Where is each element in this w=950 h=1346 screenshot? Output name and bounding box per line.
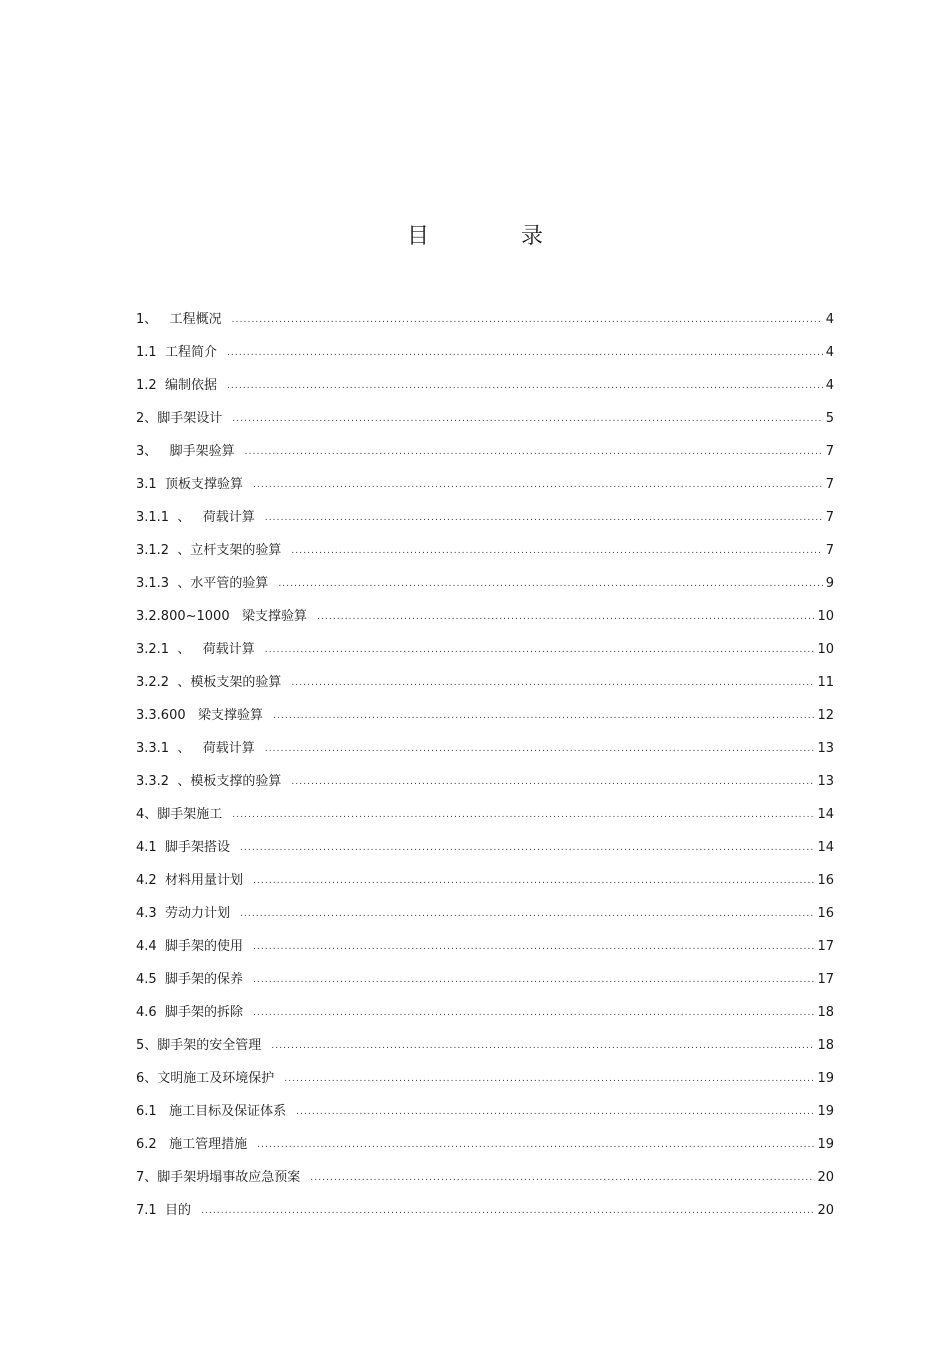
- toc-entry-label: 3、 脚手架验算: [136, 444, 235, 459]
- toc-entry[interactable]: [136, 438, 834, 471]
- toc-entry-label: 1.2 编制依据: [136, 378, 217, 393]
- toc-entry[interactable]: [136, 1032, 834, 1065]
- toc-entry-label: 4.6 脚手架的拆除: [136, 1005, 243, 1020]
- toc-entry-label: 3.1.1 、 荷载计算: [136, 510, 255, 525]
- toc-entry[interactable]: [136, 735, 834, 768]
- toc-entry-page-number: 18: [817, 1038, 834, 1053]
- toc-entry[interactable]: [136, 768, 834, 801]
- toc-entry-page-number: 17: [817, 939, 834, 954]
- toc-entry-label: 3.1.2 、立杆支架的验算: [136, 543, 282, 558]
- toc-entry[interactable]: [136, 669, 834, 702]
- toc-leader-dots: [284, 1065, 814, 1093]
- toc-entry[interactable]: [136, 1131, 834, 1164]
- toc-entry[interactable]: [136, 570, 834, 603]
- toc-entry-label: 1.1 工程简介: [136, 345, 217, 360]
- toc-entry-page-number: 16: [817, 906, 834, 921]
- toc-entry-page-number: 13: [817, 741, 834, 756]
- toc-entry[interactable]: [136, 834, 834, 867]
- toc-leader-dots: [232, 306, 823, 334]
- toc-entry-page-number: 12: [817, 708, 834, 723]
- toc-entry[interactable]: [136, 702, 834, 735]
- toc-entry-page-number: 10: [817, 642, 834, 657]
- toc-leader-dots: [253, 999, 815, 1027]
- toc-entry-label: 4.1 脚手架搭设: [136, 840, 230, 855]
- toc-leader-dots: [227, 372, 823, 400]
- toc-entry-page-number: 19: [817, 1137, 834, 1152]
- toc-leader-dots: [240, 834, 815, 862]
- toc-entry-page-number: 4: [825, 378, 834, 393]
- toc-entry-label: 3.1.3 、水平管的验算: [136, 576, 269, 591]
- toc-leader-dots: [253, 933, 815, 961]
- toc-leader-dots: [317, 603, 814, 631]
- toc-entry-page-number: 10: [817, 609, 834, 624]
- toc-entry[interactable]: [136, 405, 834, 438]
- toc-entry[interactable]: [136, 339, 834, 372]
- page-title: [0, 222, 950, 252]
- toc-entry-page-number: 13: [817, 774, 834, 789]
- toc-entry[interactable]: [136, 1098, 834, 1131]
- toc-leader-dots: [201, 1197, 815, 1225]
- toc-entry[interactable]: [136, 1197, 834, 1230]
- toc-entry-page-number: 7: [825, 444, 834, 459]
- toc-entry-label: 3.2.800~1000 梁支撑验算: [136, 609, 307, 624]
- toc-entry-page-number: 7: [825, 510, 834, 525]
- toc-entry-page-number: 11: [817, 675, 834, 690]
- toc-entry-page-number: 19: [817, 1104, 834, 1119]
- title-char-2: 录: [521, 224, 544, 249]
- toc-leader-dots: [273, 702, 814, 730]
- toc-entry-page-number: 18: [817, 1005, 834, 1020]
- toc-entry-page-number: 17: [817, 972, 834, 987]
- toc-entry-label: 4.5 脚手架的保养: [136, 972, 243, 987]
- toc-entry-label: 3.3.2 、模板支撑的验算: [136, 774, 282, 789]
- toc-entry-page-number: 4: [825, 345, 834, 360]
- toc-entry[interactable]: [136, 471, 834, 504]
- toc-leader-dots: [253, 867, 815, 895]
- toc-leader-dots: [257, 1131, 814, 1159]
- toc-leader-dots: [253, 471, 823, 499]
- toc-entry-label: 4.4 脚手架的使用: [136, 939, 243, 954]
- title-char-1: 目: [406, 224, 429, 249]
- toc-leader-dots: [278, 570, 822, 598]
- toc-entry-label: 3.2.1 、 荷载计算: [136, 642, 255, 657]
- toc-entry[interactable]: [136, 801, 834, 834]
- toc-entry-label: 3.3.1 、 荷载计算: [136, 741, 255, 756]
- toc-entry-page-number: 14: [817, 807, 834, 822]
- toc-entry-page-number: 5: [825, 411, 834, 426]
- toc-entry-label: 4.3 劳动力计划: [136, 906, 230, 921]
- toc-entry[interactable]: [136, 537, 834, 570]
- toc-entry[interactable]: [136, 1065, 834, 1098]
- toc-leader-dots: [291, 768, 814, 796]
- toc-entry-page-number: 14: [817, 840, 834, 855]
- toc-entry-page-number: 9: [825, 576, 834, 591]
- toc-leader-dots: [227, 339, 823, 367]
- toc-entry-label: 6、文明施工及环境保护: [136, 1071, 275, 1086]
- toc-entry[interactable]: [136, 867, 834, 900]
- toc-entry-label: 5、脚手架的安全管理: [136, 1038, 262, 1053]
- toc-leader-dots: [265, 636, 815, 664]
- toc-entry-label: 3.3.600 梁支撑验算: [136, 708, 264, 723]
- toc-entry-page-number: 20: [817, 1203, 834, 1218]
- table-of-contents: [136, 306, 834, 1230]
- toc-leader-dots: [232, 405, 822, 433]
- toc-entry-page-number: 20: [817, 1170, 834, 1185]
- toc-leader-dots: [271, 1032, 814, 1060]
- toc-entry-label: 3.2.2 、模板支架的验算: [136, 675, 282, 690]
- toc-entry-page-number: 19: [817, 1071, 834, 1086]
- toc-entry-label: 4、脚手架施工: [136, 807, 223, 822]
- toc-entry[interactable]: [136, 603, 834, 636]
- toc-entry[interactable]: [136, 306, 834, 339]
- toc-leader-dots: [310, 1164, 814, 1192]
- toc-entry-page-number: 7: [825, 543, 834, 558]
- toc-entry-label: 7、脚手架坍塌事故应急预案: [136, 1170, 301, 1185]
- toc-entry[interactable]: [136, 966, 834, 999]
- toc-entry-page-number: 16: [817, 873, 834, 888]
- toc-entry-label: 2、脚手架设计: [136, 411, 223, 426]
- toc-entry[interactable]: [136, 504, 834, 537]
- toc-entry-page-number: 4: [825, 312, 834, 327]
- toc-leader-dots: [265, 735, 815, 763]
- toc-leader-dots: [296, 1098, 814, 1126]
- toc-entry[interactable]: [136, 372, 834, 405]
- toc-entry[interactable]: [136, 999, 834, 1032]
- toc-entry-label: 6.1 施工目标及保证体系: [136, 1104, 287, 1119]
- toc-leader-dots: [232, 801, 814, 829]
- toc-entry[interactable]: [136, 636, 834, 669]
- toc-entry-label: 1、 工程概况: [136, 312, 222, 327]
- toc-entry[interactable]: [136, 933, 834, 966]
- toc-leader-dots: [265, 504, 823, 532]
- toc-entry-label: 3.1 顶板支撑验算: [136, 477, 243, 492]
- toc-leader-dots: [291, 537, 822, 565]
- toc-leader-dots: [240, 900, 815, 928]
- toc-entry-label: 4.2 材料用量计划: [136, 873, 243, 888]
- toc-entry[interactable]: [136, 900, 834, 933]
- toc-leader-dots: [291, 669, 814, 697]
- toc-entry-label: 6.2 施工管理措施: [136, 1137, 248, 1152]
- toc-leader-dots: [245, 438, 823, 466]
- toc-entry[interactable]: [136, 1164, 834, 1197]
- toc-entry-label: 7.1 目的: [136, 1203, 191, 1218]
- toc-leader-dots: [253, 966, 815, 994]
- toc-entry-page-number: 7: [825, 477, 834, 492]
